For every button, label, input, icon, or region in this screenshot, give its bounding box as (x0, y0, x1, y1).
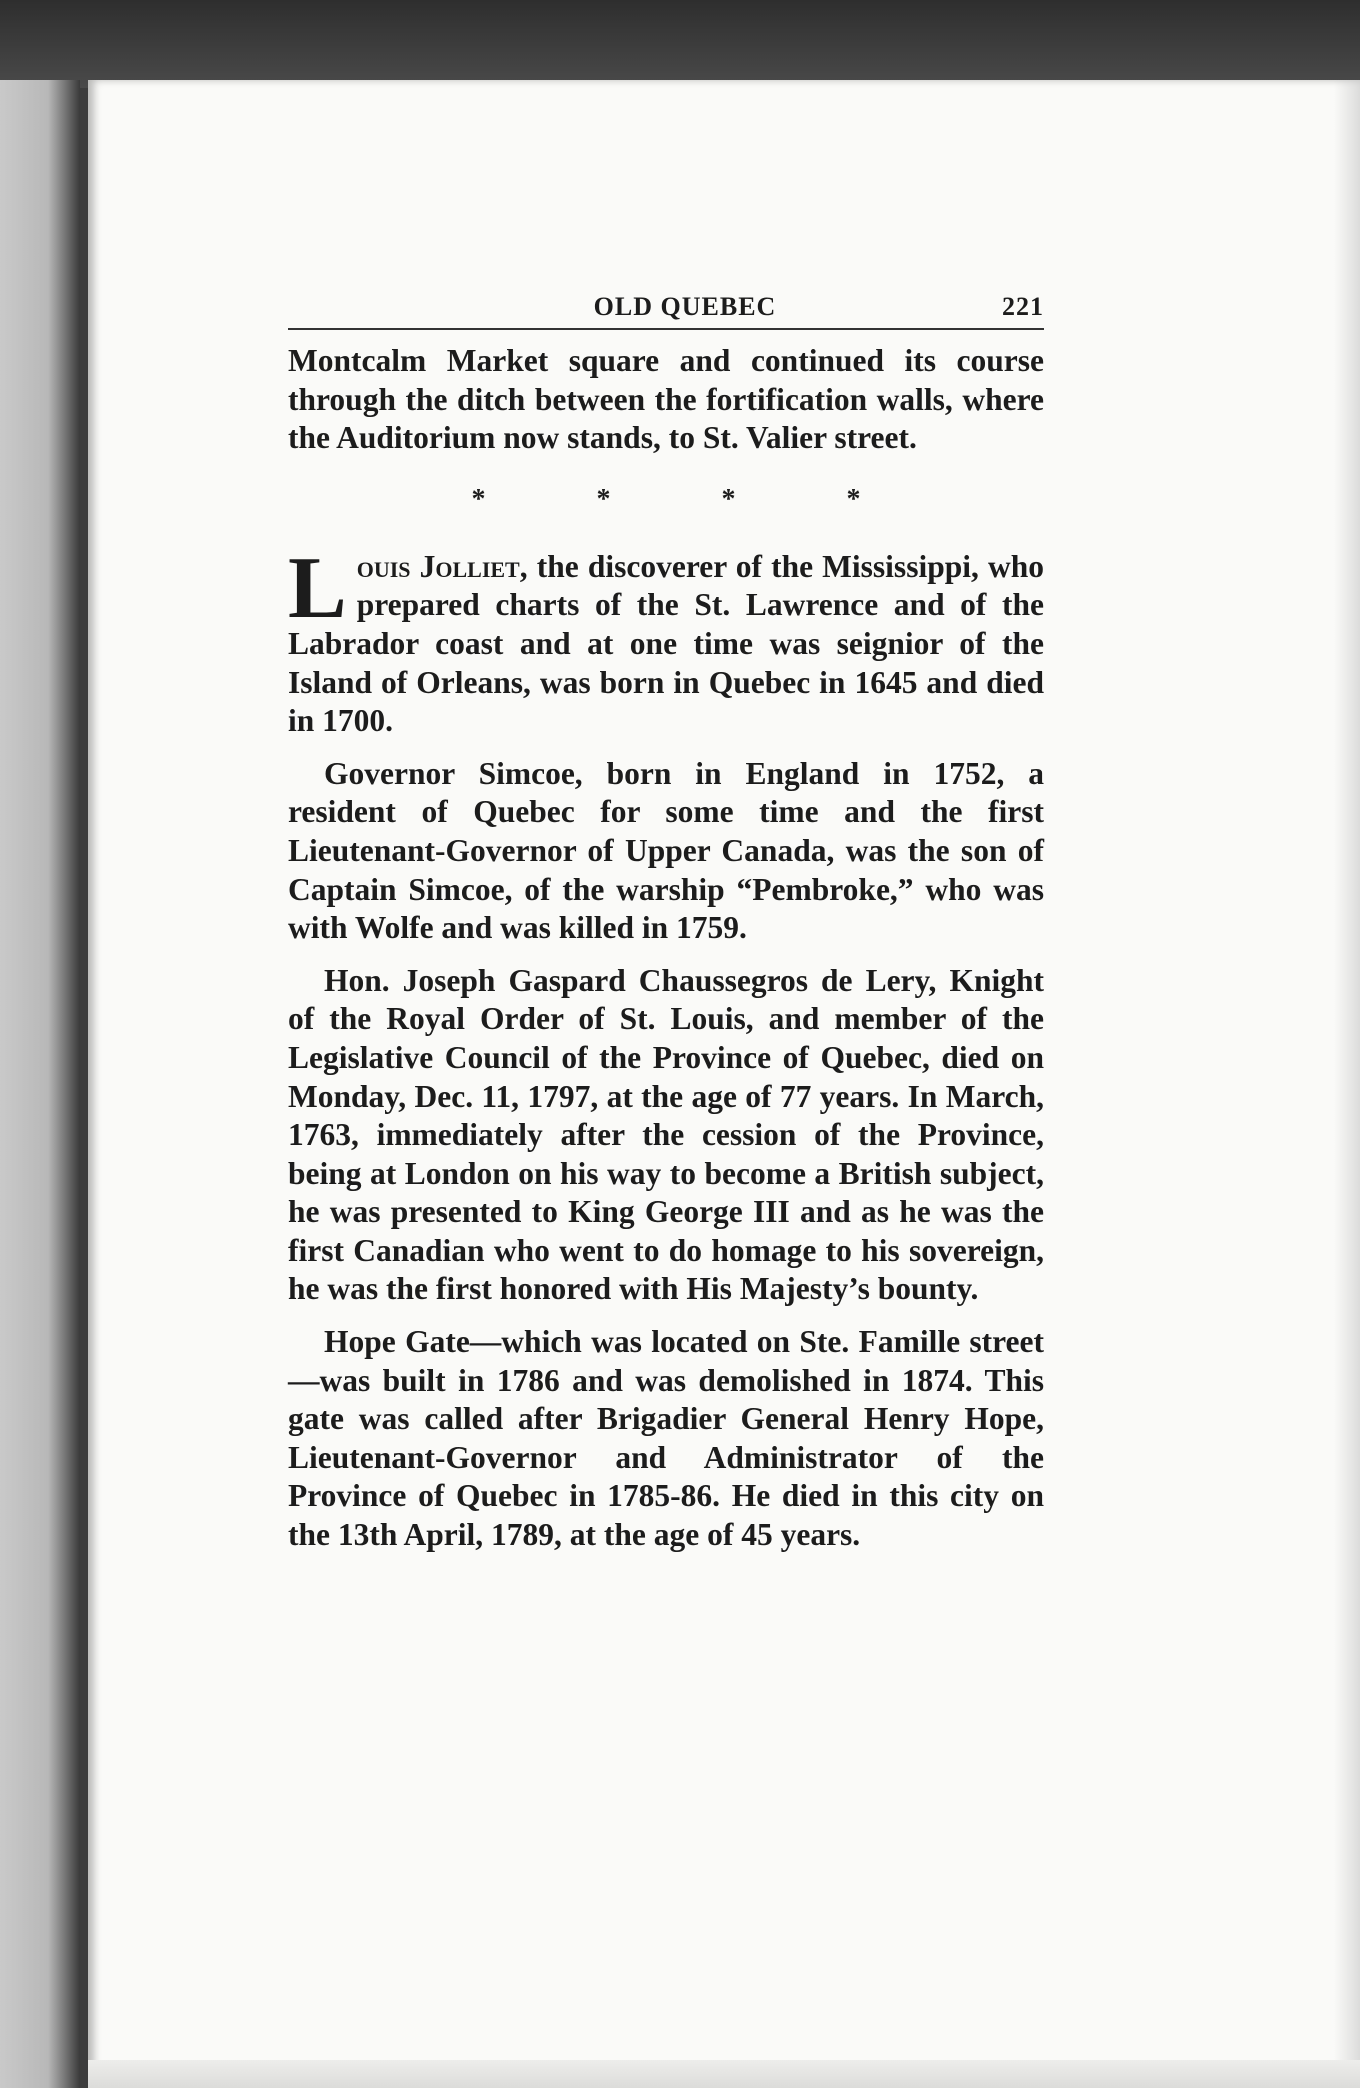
paragraph-louis-jolliet (288, 539, 1044, 741)
page-text-block (288, 292, 1044, 1555)
page-right-shadow (1334, 80, 1360, 2088)
paragraph-hope-gate: Hope Gate—which was located on Ste. Famille street—was built in 1786 and was demolished in 1874. This gate was called after Brigadier General Henry Hope, Lieutenant-Governor and Administrator of the Province of Quebec in 1785-86. He died in this city on the 13th April, 1789, at the age of 45 years. (288, 1324, 1044, 1553)
drop-cap: L (288, 539, 347, 637)
paragraph-montcalm-market: Montcalm Market square and continued its course through the ditch between the fortification walls, where the Auditorium now stands, to St. Valier street. (288, 343, 1044, 456)
scan-left-border (0, 80, 80, 2088)
paragraph-de-lery: Hon. Joseph Gaspard Chaussegros de Lery, Knight of the Royal Order of St. Louis, and member of the Legislative Council of the Province of Quebec, died on Monday, Dec. 11, 1797, at the age of 77 years. In March, 1763, immediately after the cession of the Province, being at London on his way to become a British subject, he was presented to King George III and as he was the first Canadian who went to do homage to his sovereign, he was the first honored with His Majesty’s bounty. (288, 962, 1044, 1307)
scan-top-border (0, 0, 1360, 88)
paragraph-governor-simcoe: Governor Simcoe, born in England in 1752, a resident of Quebec for some time and the first Lieutenant-Governor of Upper Canada, was the son of Captain Simcoe, of the warship “Pembroke,” who was with Wolfe and was killed in 1759. (288, 755, 1044, 946)
page-bottom-edge (88, 2060, 1360, 2088)
jolliet-name: ouis Jolliet, (356, 548, 528, 584)
section-separator: * * * * (471, 483, 913, 515)
running-head (288, 292, 1044, 330)
page-number: 221 (1002, 292, 1044, 321)
jolliet-text: the discoverer of the Mississippi, who prepared charts of the St. Lawrence and of the Labrador coast and at one time was seignior of the Island of Orleans, was born in Quebec in 1645 and died in 1700. (288, 548, 1044, 739)
running-head-title: OLD QUEBEC (593, 292, 777, 321)
